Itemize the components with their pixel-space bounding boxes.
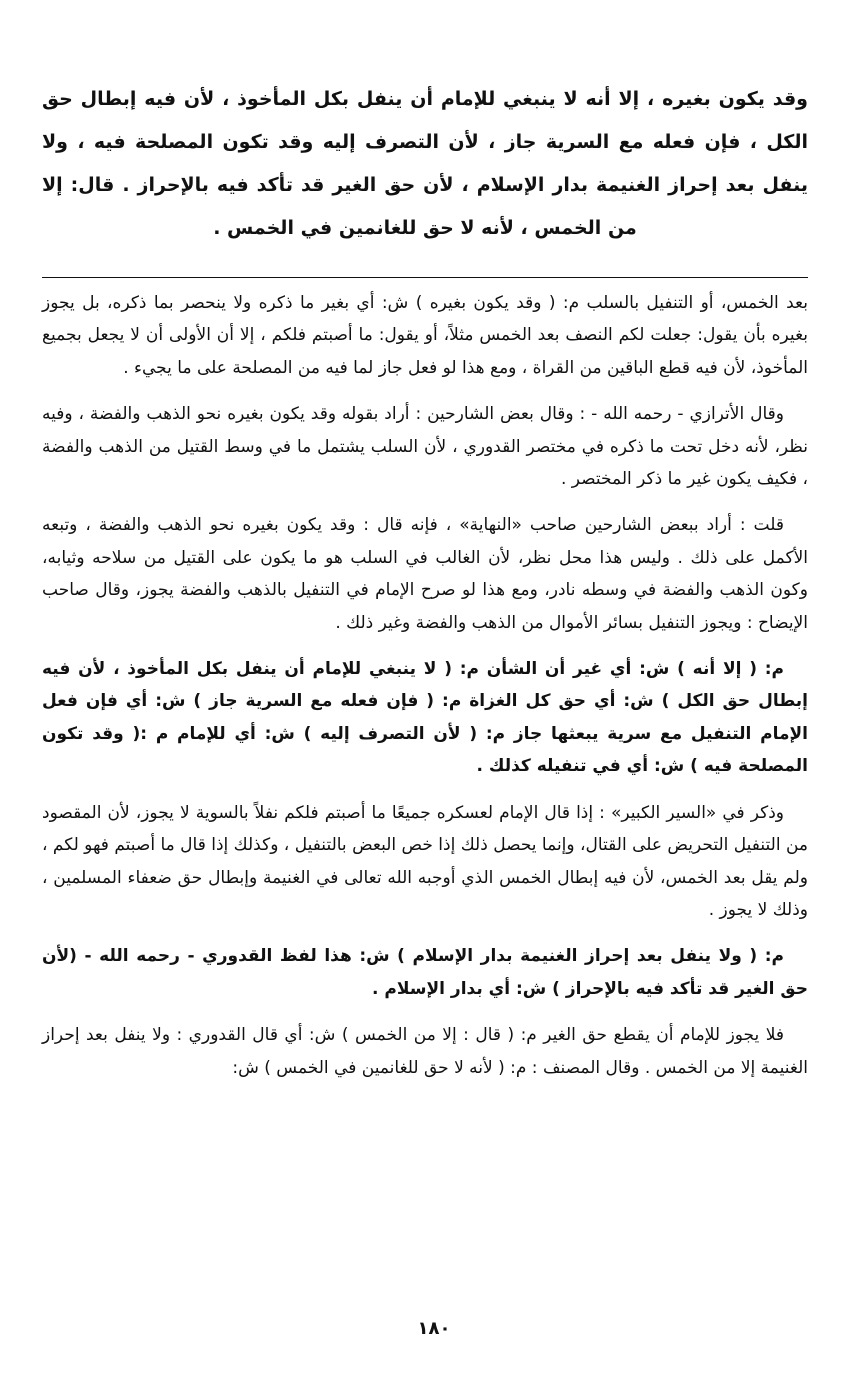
commentary-paragraph-6: م: ( ولا ينفل بعد إحراز الغنيمة بدار الإسلام ) ش: هذا لفظ القدوري - رحمه الله - (لأن حق الغير قد تأكد فيه بالإحراز ) ش: أي بدار الإسلام . bbox=[42, 946, 808, 999]
commentary-paragraph-4: م: ( إلا أنه ) ش: أي غير أن الشأن م: ( لا ينبغي للإمام أن ينفل بكل المأخوذ ، لأن فيه إبطال حق الكل ) ش: أي حق كل الغزاة م: ( فإن فعله مع السرية جاز ) ش: أي فإن فعل الإمام التنفيل مع سرية يبعثها جاز م: ( لأن التصرف إليه ) ش: أي للإمام م :( وقد تكون المصلحة فيه ) ش: أي في تنفيله كذلك . bbox=[42, 659, 808, 777]
commentary-paragraph-5: وذكر في «السير الكبير» : إذا قال الإمام لعسكره جميعًا ما أصبتم فلكم نفلاً بالسوية لا يجوز، لأن المقصود من التنفيل التحريض على القتال، وإنما يحصل ذلك إذا خص البعض بالتنفيل ، وكذلك إذا قال ما أصبتم فهو لكم ، ولم يقل بعد الخمس، لأن فيه إبطال الخمس الذي أوجبه الله تعالى في الغنيمة وإبطال حق ضعفاء المسلمين ، وذلك لا يجوز . bbox=[42, 802, 808, 920]
commentary-paragraph-3: قلت : أراد ببعض الشارحين صاحب «النهاية» ، فإنه قال : وقد يكون بغيره نحو الذهب والفضة ، وتبعه الأكمل على ذلك . وليس هذا محل نظر، لأن الغالب في السلب هو ما يكون على القتيل من سلاحه وثيابه، وكون الذهب والفضة في وسطه نادر، ومع هذا لو صرح الإمام في التنفيل بالذهب والفضة يجوز، وقال صاحب الإيضاح : ويجوز التنفيل بسائر الأموال من الذهب والفضة وغير ذلك . bbox=[42, 515, 808, 633]
commentary-paragraph-2: وقال الأترازي - رحمه الله - : وقال بعض الشارحين : أراد بقوله وقد يكون بغيره نحو الذهب والفضة ، وفيه نظر، لأنه دخل تحت ما ذكره في مختصر القدوري ، لأن السلب يشتمل ما في وسط القتيل من الذهب والفضة ، فكيف يكون غير ما ذكر المختصر . bbox=[42, 404, 808, 490]
commentary-paragraph-7: فلا يجوز للإمام أن يقطع حق الغير م: ( قال : إلا من الخمس ) ش: أي قال القدوري : ولا ينفل بعد إحراز الغنيمة إلا من الخمس . وقال المصنف : م: ( لأنه لا حق للغانمين في الخمس ) ش: bbox=[42, 1025, 808, 1078]
section-divider bbox=[42, 277, 808, 278]
commentary-block bbox=[42, 287, 808, 1098]
commentary-paragraph-1: بعد الخمس، أو التنفيل بالسلب م: ( وقد يكون بغيره ) ش: أي بغير ما ذكره ولا ينحصر بما ذكره، بل يجوز بغيره بأن يقول: جعلت لكم النصف بعد الخمس مثلاً، أو يقول: ما أصبتم فلكم ، إلا أن الأولى أن لا يجعل بجميع المأخوذ، لأن فيه قطع الباقين من القراة ، ومع هذا لو فعل جاز لما فيه من المصلحة على ما يجيء . bbox=[42, 293, 808, 378]
main-text: وقد يكون بغيره ، إلا أنه لا ينبغي للإمام أن ينفل بكل المأخوذ ، لأن فيه إبطال حق الكل ، فإن فعله مع السرية جاز ، لأن التصرف إليه وقد تكون المصلحة فيه ، ولا ينفل بعد إحراز الغنيمة بدار الإسلام ، لأن حق الغير قد تأكد فيه بالإحراز . قال: إلا من الخمس ، لأنه لا حق للغانمين في الخمس . bbox=[42, 88, 808, 239]
page-number: ١٨٠ bbox=[417, 1318, 451, 1339]
main-text-block bbox=[42, 78, 808, 250]
